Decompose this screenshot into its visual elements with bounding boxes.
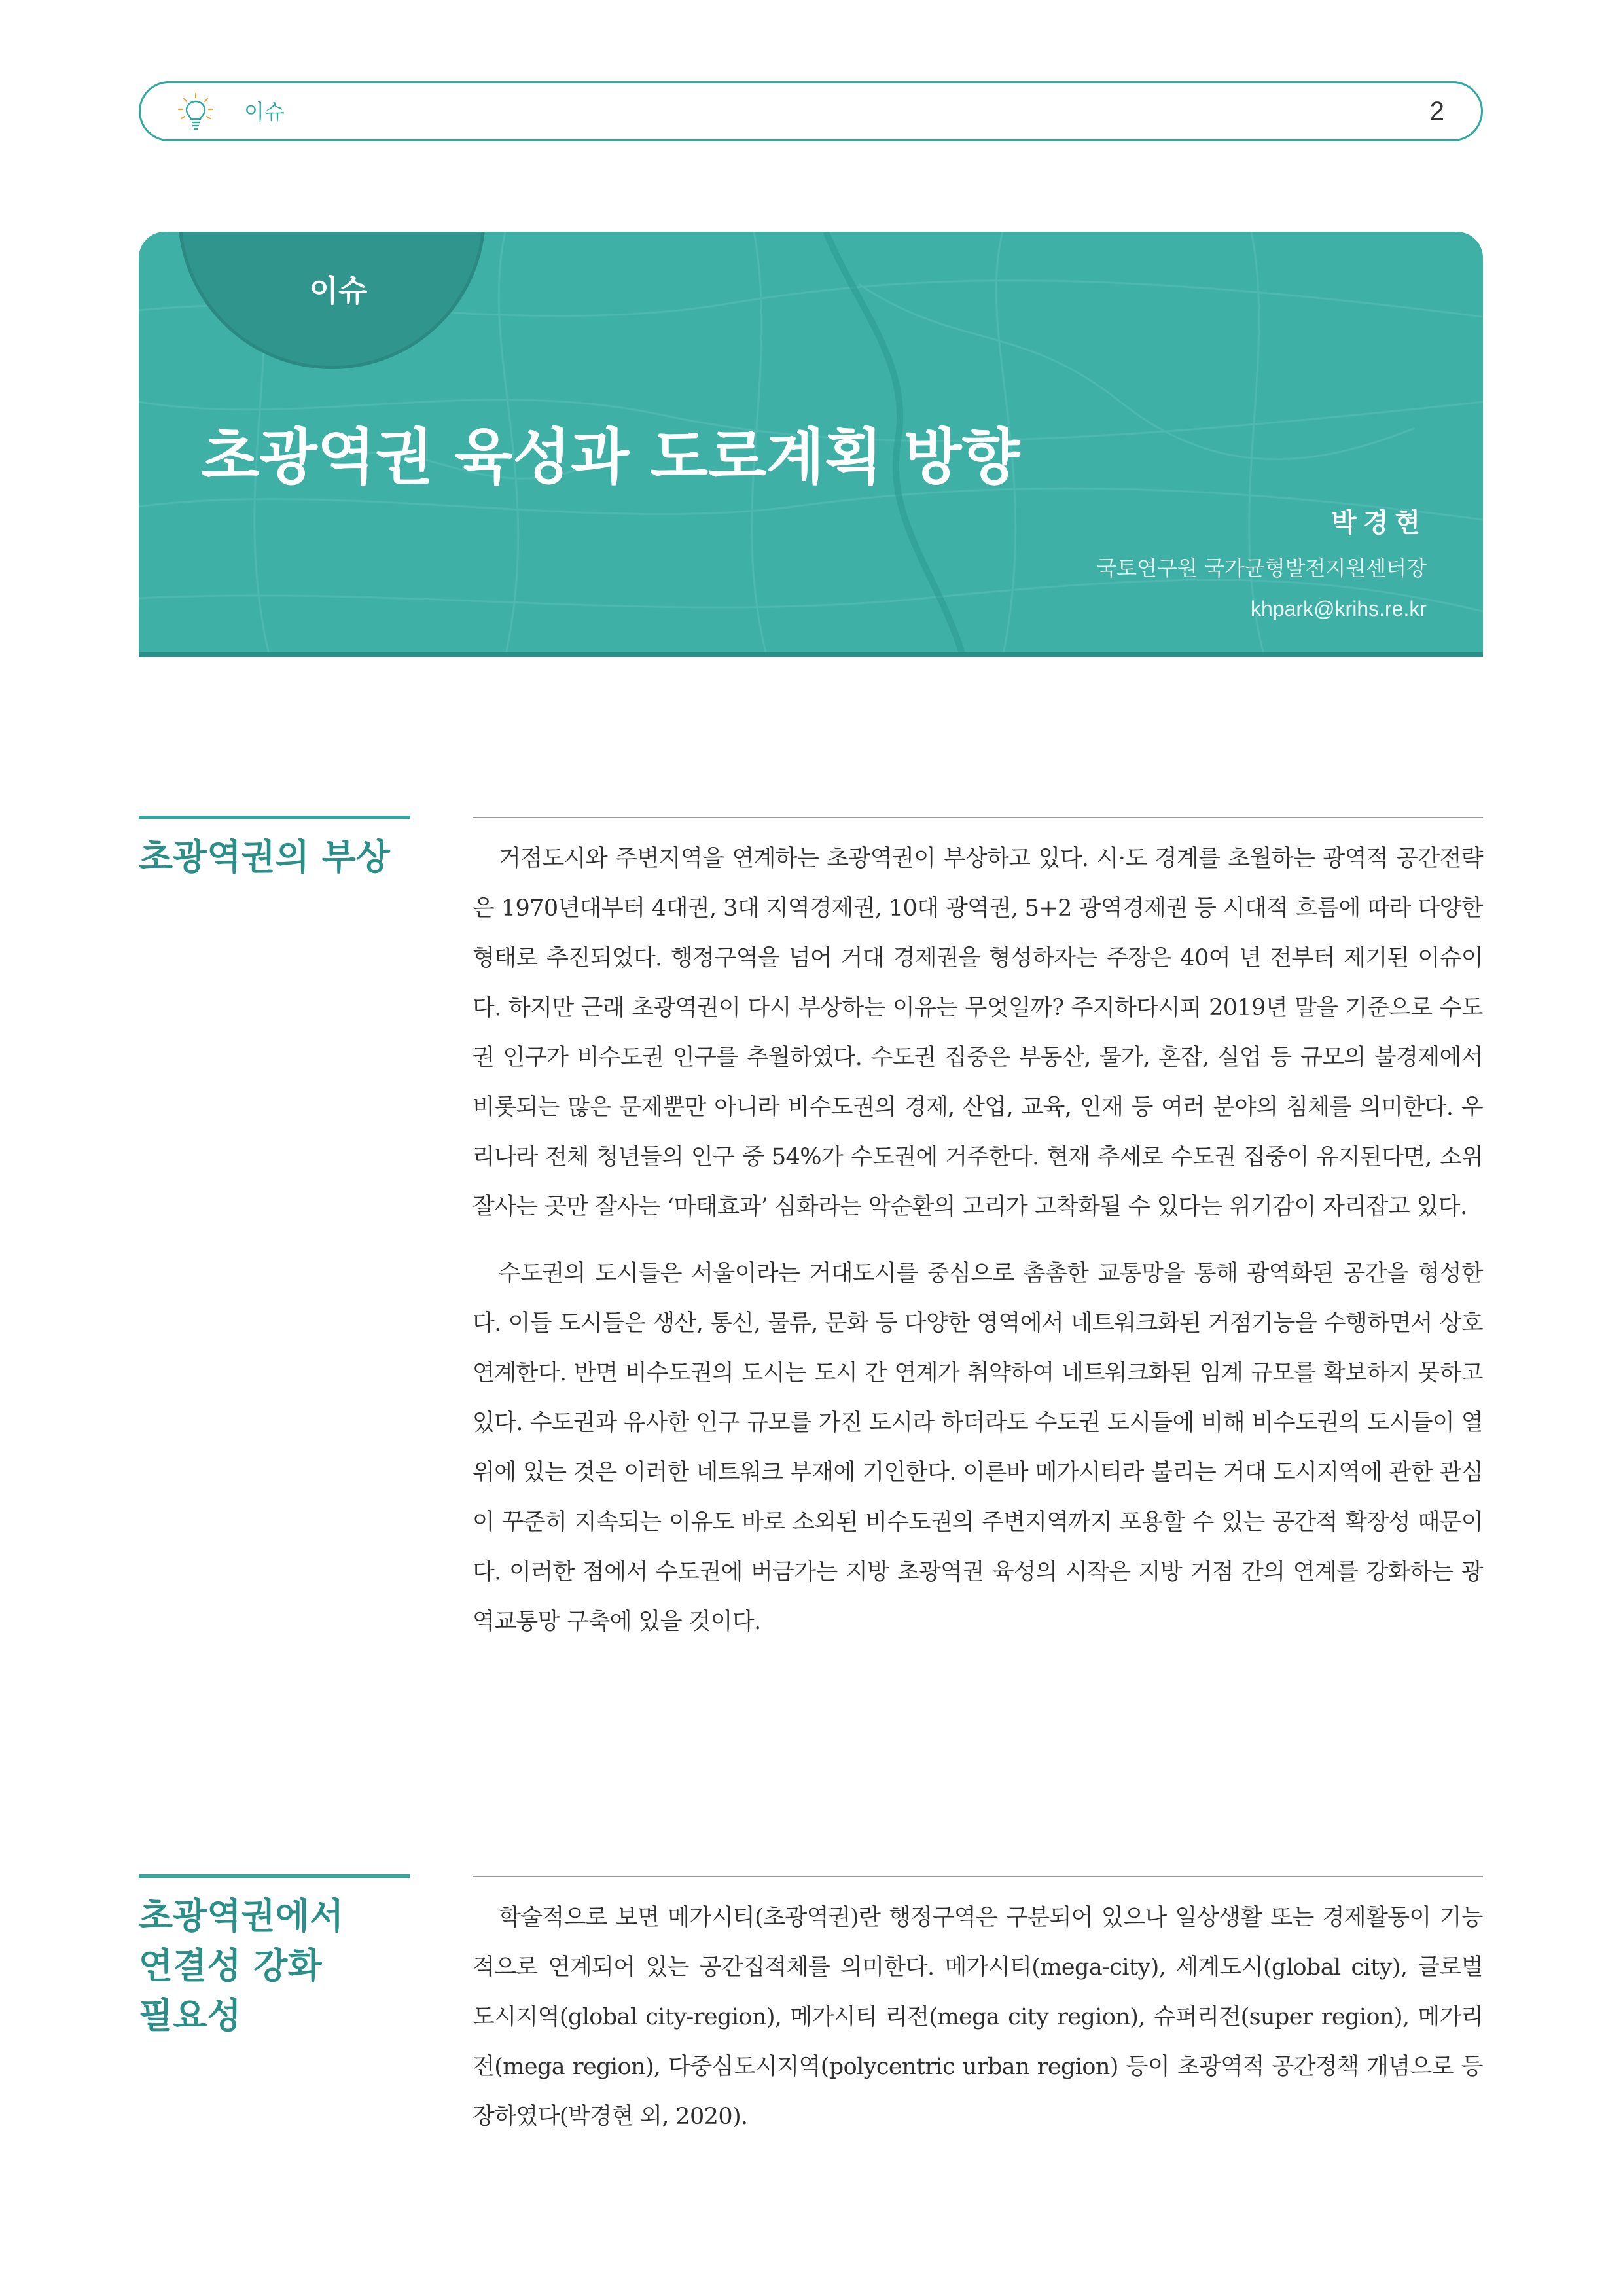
section-2-heading xyxy=(139,1892,344,2041)
lightbulb-icon xyxy=(175,91,217,133)
author-email: khpark@krihs.re.kr xyxy=(1251,597,1427,620)
section-2-accent-rule xyxy=(139,1874,410,1878)
section-1-accent-rule xyxy=(139,816,410,819)
section-2-divider xyxy=(473,1876,1483,1877)
page-number: 2 xyxy=(1429,97,1444,126)
header-tag: 이슈 xyxy=(244,99,285,124)
author-name: 박경현 xyxy=(1331,508,1427,538)
section-1-divider xyxy=(473,817,1483,818)
banner-category-label: 이슈 xyxy=(309,273,368,308)
section-1-paragraph-2: 수도권의 도시들은 서울이라는 거대도시를 중심으로 촘촘한 교통망을 통해 광역화된 공간을 형성한다. 이들 도시들은 생산, 통신, 물류, 문화 등 다양한 영역에서 네트워크화된 거점기능을 수행하면서 상호 연계한다. 반면 비수도권의 도시는 도시 간 연계가 취약하여 네트워크화된 임계 규모를 확보하지 못하고 있다. 수도권과 유사한 인구 규모를 가진 도시라 하더라도 수도권 도시들에 비해 비수도권의 도시들이 열위에 있는 것은 이러한 네트워크 부재에 기인한다. 이른바 메가시티라 불리는 거대 도시지역에 관한 관심이 꾸준히 지속되는 이유도 바로 소외된 비수도권의 주변지역까지 포용할 수 있는 공간적 확장성 때문이다. 이러한 점에서 수도권에 버금가는 지방 초광역권 육성의 시작은 지방 거점 간의 연계를 강화하는 광역교통망 구축에 있을 것이다. xyxy=(473,1261,1483,1635)
page-header xyxy=(139,81,1483,141)
section-2-heading-line-2: 연결성 강화 xyxy=(139,1945,322,1986)
section-2-body xyxy=(473,1893,1483,2159)
author-affiliation: 국토연구원 국가균형발전지원센터장 xyxy=(1096,556,1427,581)
article-title: 초광역권 육성과 도로계획 방향 xyxy=(201,422,1020,492)
section-1-body xyxy=(473,834,1483,1664)
banner-bottom-rule xyxy=(139,652,1483,657)
title-banner xyxy=(139,232,1483,657)
section-2-heading-line-3: 필요성 xyxy=(139,1995,241,2036)
section-1-paragraph-1: 거점도시와 주변지역을 연계하는 초광역권이 부상하고 있다. 시·도 경계를 초월하는 광역적 공간전략은 1970년대부터 4대권, 3대 지역경제권, 10대 광역권, 5+2 광역경제권 등 시대적 흐름에 따라 다양한 형태로 추진되었다. 행정구역을 넘어 거대 경제권을 형성하자는 주장은 40여 년 전부터 제기된 이슈이다. 하지만 근래 초광역권이 다시 부상하는 이유는 무엇일까? 주지하다시피 2019년 말을 기준으로 수도권 인구가 비수도권 인구를 추월하였다. 수도권 집중은 부동산, 물가, 혼잡, 실업 등 규모의 불경제에서 비롯되는 많은 문제뿐만 아니라 비수도권의 경제, 산업, 교육, 인재 등 여러 분야의 침체를 의미한다. 우리나라 전체 청년들의 인구 중 54%가 수도권에 거주한다. 현재 추세로 수도권 집중이 유지된다면, 소위 잘사는 곳만 잘사는 ‘마태효과’ 심화라는 악순환의 고리가 고착화될 수 있다는 위기감이 자리잡고 있다. xyxy=(473,846,1483,1220)
section-2-heading-line-1: 초광역권에서 xyxy=(139,1895,344,1937)
section-1-heading: 초광역권의 부상 xyxy=(139,836,390,878)
section-2-paragraph-1: 학술적으로 보면 메가시티(초광역권)란 행정구역은 구분되어 있으나 일상생활 또는 경제활동이 기능적으로 연계되어 있는 공간집적체를 의미한다. 메가시티(mega-city), 세계도시(global city), 글로벌 도시지역(global city-region), 메가시티 리전(mega city region), 슈퍼리전(super region), 메가리전(mega region), 다중심도시지역(polycentric urban region) 등이 초광역적 공간정책 개념으로 등장하였다(박경현 외, 2020). xyxy=(473,1905,1483,2130)
